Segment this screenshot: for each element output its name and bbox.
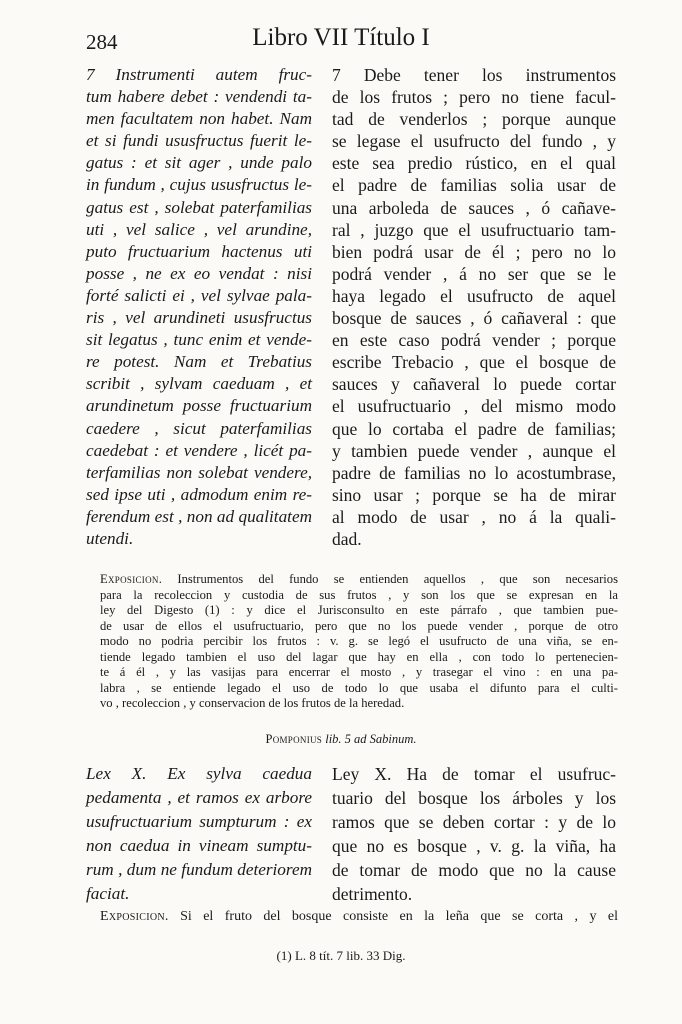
spanish-text-line: que lo cortaba el padre de familias; xyxy=(332,418,616,439)
spanish-text-line: escribe Trebacio , que el bosque de xyxy=(332,352,616,373)
latin-text-line: non caedua in vineam sumptu- xyxy=(86,836,312,855)
spanish-text-line: tad de venderlos ; porque aunque xyxy=(332,109,616,130)
latin-text-line: posse , ne ex eo vendat : nisi xyxy=(86,263,312,283)
latin-column-lex-10 xyxy=(86,762,312,906)
exposicion-text-line: vo , recoleccion , y conservacion de los frutos de la heredad. xyxy=(100,696,405,710)
latin-text-line: men facultatem non habet. Nam xyxy=(86,109,312,129)
footnote xyxy=(0,948,682,964)
spanish-text-line: dad. xyxy=(332,528,362,549)
latin-text-line: Lex X. Ex sylva caedua xyxy=(86,764,312,783)
latin-text-line: uti , vel salice , vel arundine, xyxy=(86,219,312,239)
exposicion-text-line: tiende legado tambien el uso del lagar que hay en ella , con todo lo pertenecien- xyxy=(100,649,618,664)
spanish-text-line: padre de familias no lo acostumbrase, xyxy=(332,462,616,483)
exposicion-first-line-text: Instrumentos del fundo se entienden aquellos , que son necesarios xyxy=(162,572,618,586)
spanish-text-line: de tomar de modo que no la cause xyxy=(332,860,616,880)
running-title: Libro VII Título I xyxy=(252,24,430,51)
exposicion-line xyxy=(100,908,618,926)
spanish-text-line: bosque de sauces , ó cañaveral : que xyxy=(332,308,616,329)
latin-text-line: rum , dum ne fundum deteriorem xyxy=(86,860,312,879)
latin-text-line: ferendum est , non ad qualitatem xyxy=(86,506,312,526)
spanish-text-line: de los frutos ; pero no tiene facul- xyxy=(332,87,616,108)
exposicion-first-line xyxy=(100,572,618,588)
latin-text-line: caedebat : et vendere , licét pa- xyxy=(86,440,312,460)
spanish-text-line: el usufructuario , del mismo modo xyxy=(332,396,616,417)
spanish-text-line: al modo de usar , no á la quali- xyxy=(332,506,616,527)
spanish-text-line: en este caso podrá vender ; porque xyxy=(332,330,616,351)
spanish-text-line: una arboleda de sauces , ó cañave- xyxy=(332,197,616,218)
exposicion-text-line: te á él , y las vasijas para encerrar el mosto , y trasegar el vino : en una pa- xyxy=(100,665,618,679)
latin-text-line: caedere , sicut paterfamilias xyxy=(86,418,312,438)
latin-text-line: terfamilias non solebat vendere, xyxy=(86,462,312,482)
spanish-text-line: sino usar ; porque se ha de mirar xyxy=(332,484,616,505)
spanish-text-line: tuario del bosque los árboles y los xyxy=(332,788,616,808)
spanish-text-line: y tambien puede vender , aunque el xyxy=(332,440,616,461)
exposicion-text: Si el fruto del bosque consiste en la leña que se corta , y el xyxy=(168,909,618,924)
latin-text-line: pedamenta , et ramos ex arbore xyxy=(86,788,312,807)
exposicion-text-line: de usar de ellos el usufructuario, pero que no los puede vender , porque de otro xyxy=(100,618,618,633)
latin-text-line: forté salicti ei , vel sylvae pala- xyxy=(86,285,312,305)
latin-text-line: 7 Instrumenti autem fruc- xyxy=(86,65,312,84)
latin-text-line: tum habere debet : vendendi ta- xyxy=(86,87,312,107)
source-author: Pomponius xyxy=(265,732,323,746)
source-work: lib. 5 ad Sabinum. xyxy=(322,732,417,746)
latin-text-line: puto fructuarium hactenus uti xyxy=(86,241,312,261)
exposicion-paragraph-7 xyxy=(100,572,618,712)
spanish-text-line: podrá vender , á no ser que se le xyxy=(332,263,616,284)
spanish-text-line: haya legado el usufructo de aquel xyxy=(332,285,616,306)
latin-text-line: scribit , sylvam caeduam , et xyxy=(86,374,312,394)
latin-text-line: re potest. Nam et Trebatius xyxy=(86,352,312,372)
spanish-text-line: Ley X. Ha de tomar el usufruc- xyxy=(332,764,616,784)
exposicion-label: Exposicion. xyxy=(100,909,169,924)
latin-text-line: gatus est , solebat paterfamilias xyxy=(86,197,312,217)
spanish-text-line: el padre de familias solia usar de xyxy=(332,175,616,196)
spanish-text-line: ramos que se deben cortar : y de lo xyxy=(332,812,616,832)
latin-text-line: arundinetum posse fructuarium xyxy=(86,396,312,416)
spanish-text-line: se legase el usufructo del fundo , y xyxy=(332,131,616,152)
spanish-text-line: que no es bosque , v. g. la viña, ha xyxy=(332,836,616,856)
source-citation xyxy=(0,732,682,747)
spanish-column-paragraph-7 xyxy=(332,64,616,550)
latin-text-line: sit legatus , tunc enim et vende- xyxy=(86,330,312,350)
latin-text-line: faciat. xyxy=(86,884,130,903)
page-header xyxy=(0,24,682,56)
exposicion-label: Exposicion. xyxy=(100,572,163,586)
latin-text-line: gatus : et sit ager , unde palo xyxy=(86,153,312,173)
spanish-text-line: detrimento. xyxy=(332,884,413,904)
footnote-text: (1) L. 8 tít. 7 lib. 33 Dig. xyxy=(276,948,406,963)
spanish-column-lex-10 xyxy=(332,762,616,906)
exposicion-lex-10 xyxy=(100,908,618,926)
exposicion-text-line: para la recoleccion y custodia de sus frutos , y son los que se expresan en la xyxy=(100,587,618,602)
exposicion-text-line: labra , se entiende legado el uso de todo lo que usaba el difunto para el culti- xyxy=(100,680,618,695)
exposicion-text-line: ley del Digesto (1) : y dice el Jurisconsulto en este párrafo , que tambien pue- xyxy=(100,603,618,617)
latin-text-line: utendi. xyxy=(86,528,134,548)
latin-text-line: in fundum , cujus ususfructus le- xyxy=(86,175,312,195)
latin-text-line: sed ipse uti , admodum enim re- xyxy=(86,484,312,504)
spanish-text-line: este sea predio rústico, en el qual xyxy=(332,153,616,174)
spanish-text-line: 7 Debe tener los instrumentos xyxy=(332,65,616,85)
latin-text-line: usufructuarium sumpturum : ex xyxy=(86,812,312,831)
spanish-text-line: bien podrá usar de él ; pero no lo xyxy=(332,241,616,262)
latin-column-paragraph-7 xyxy=(86,64,312,550)
latin-text-line: et si fundi ususfructus fuerit le- xyxy=(86,131,312,151)
spanish-text-line: sauces y cañaveral lo puede cortar xyxy=(332,374,616,395)
spanish-text-line: ral , juzgo que el usufructuario tam- xyxy=(332,219,616,240)
page-number: 284 xyxy=(86,30,118,54)
latin-text-line: ris , vel arundineti ususfructus xyxy=(86,308,312,328)
exposicion-text-line: modo no podria percibir los frutos : v. g. se legó el usufructo de una viña, se en- xyxy=(100,634,618,648)
